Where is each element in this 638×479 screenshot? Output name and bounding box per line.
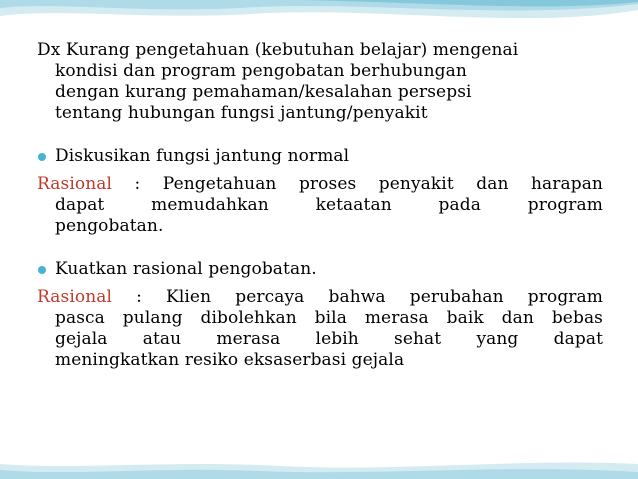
- rational-line: pengobatan.: [55, 216, 164, 236]
- intervention-text: Diskusikan fungsi jantung normal: [55, 146, 350, 166]
- rational-label: Rasional: [37, 287, 113, 307]
- diagnosis-heading: [37, 40, 603, 124]
- bullet-icon: [38, 266, 46, 274]
- slide-content: [37, 40, 603, 371]
- heading-line: Dx Kurang pengetahuan (kebutuhan belajar) mengenai: [37, 40, 519, 60]
- top-wave-decoration: [0, 0, 638, 42]
- rational-line: pasca pulang dibolehkan bila merasa baik dan bebas: [55, 308, 603, 328]
- rational-line: [37, 174, 603, 195]
- bottom-wave-decoration: [0, 458, 638, 479]
- rational-line: [37, 287, 603, 308]
- intervention-item: [37, 259, 603, 280]
- heading-line: kondisi dan program pengobatan berhubungan: [55, 61, 467, 81]
- bullet-icon: [38, 153, 46, 161]
- rational-line: meningkatkan resiko eksaserbasi gejala: [55, 350, 405, 370]
- intervention-item: [37, 146, 603, 167]
- rational-label: Rasional: [37, 174, 113, 194]
- rational-paragraph: [37, 287, 603, 371]
- rational-text: : Pengetahuan proses penyakit dan harapan: [112, 174, 603, 194]
- heading-line: tentang hubungan fungsi jantung/penyakit: [55, 103, 428, 123]
- intervention-text: Kuatkan rasional pengobatan.: [55, 259, 317, 279]
- rational-paragraph: [37, 174, 603, 237]
- rational-line: gejala atau merasa lebih sehat yang dapat: [55, 329, 603, 349]
- rational-text: : Klien percaya bahwa perubahan program: [112, 287, 603, 307]
- heading-line: dengan kurang pemahaman/kesalahan persepsi: [55, 82, 472, 102]
- rational-line: dapat memudahkan ketaatan pada program: [55, 195, 603, 215]
